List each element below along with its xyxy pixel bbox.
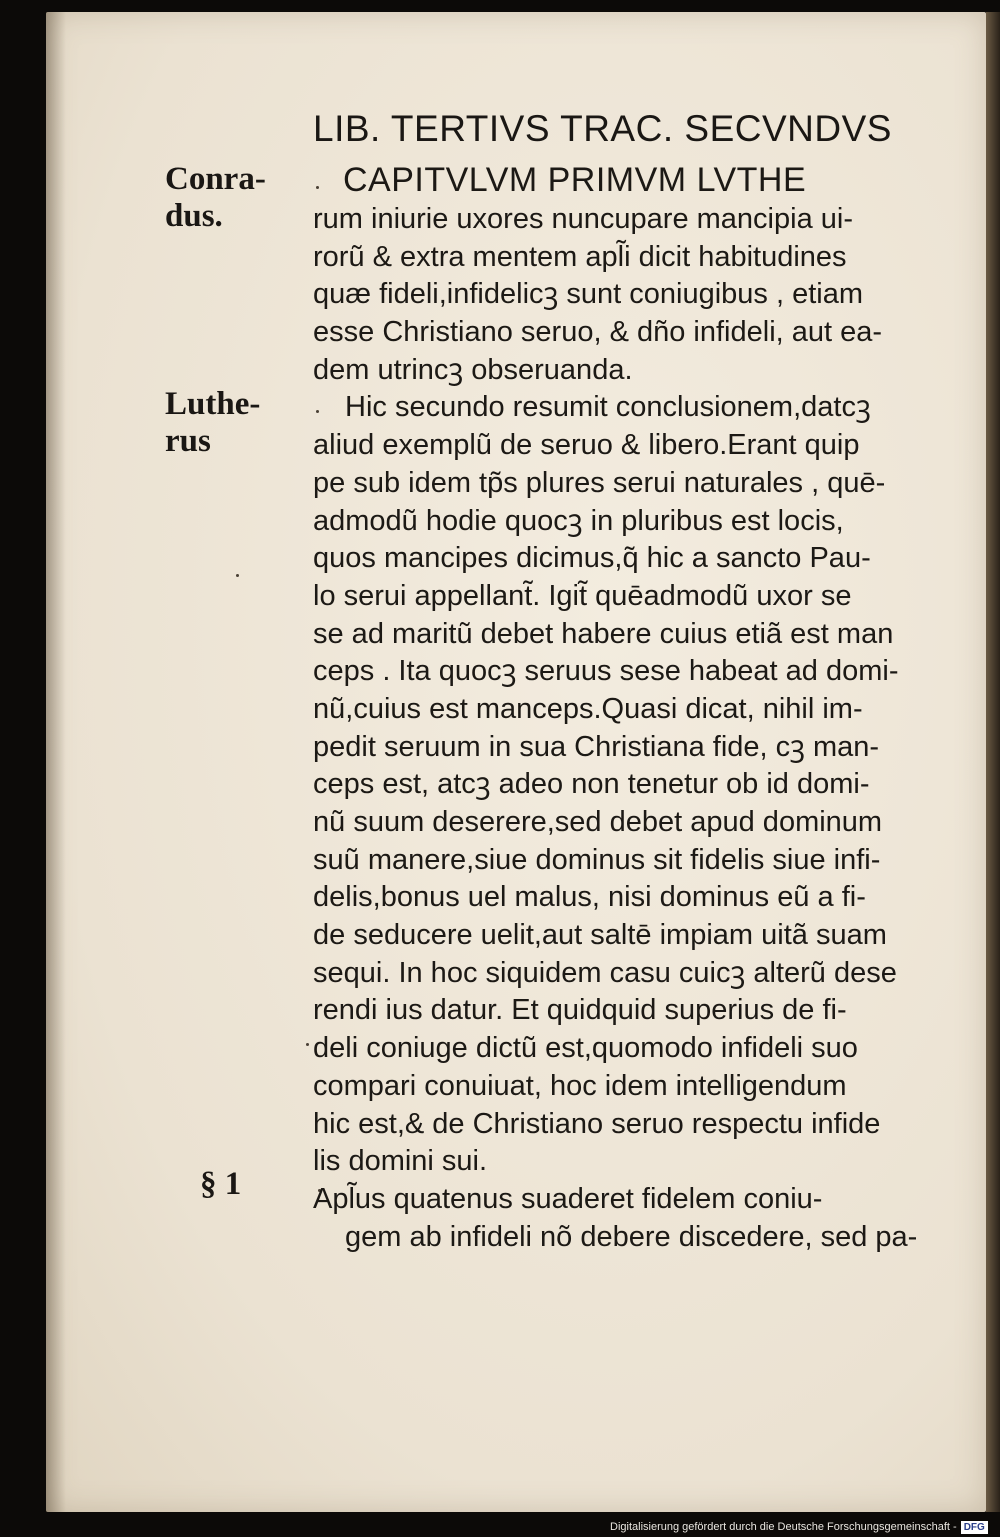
text-line: nũ suum deserere,sed debet apud dominum xyxy=(313,806,883,838)
marginal-section-mark: § 1 xyxy=(200,1166,242,1202)
text-line: rorũ & extra mentem apl̃i dicit habitudines xyxy=(313,240,847,273)
text-line: pedit seruum in sua Christiana fide, cꝫ man- xyxy=(313,730,880,763)
text-line: ceps est, atcꝫ adeo non tenetur ob id domi- xyxy=(313,768,870,801)
page-edge xyxy=(986,12,1000,1512)
text-line: Apl̃us quatenus suaderet fidelem coniu- xyxy=(313,1182,823,1215)
text-line: rendi ius datur. Et quidquid superius de fi- xyxy=(313,994,847,1027)
text-line: pe sub idem tp̃s plures serui naturales , quē- xyxy=(313,466,886,499)
text-line: lo serui appellant̃. Igit̃ quēadmodũ uxor se xyxy=(313,579,852,612)
running-head: LIB. TERTIVS TRAC. SECVNDVS xyxy=(313,108,892,149)
text-line: deli coniuge dictũ est,quomodo infideli suo xyxy=(313,1032,858,1065)
digitization-credit xyxy=(610,1519,988,1535)
body-text xyxy=(313,159,933,1294)
marginal-note-lutherus-2: rus xyxy=(165,423,211,459)
ink-speck xyxy=(306,1043,309,1046)
text-line xyxy=(313,1256,933,1294)
text-line: aliud exemplũ de seruo & libero.Erant quip xyxy=(313,429,860,462)
text-line: gem ab infideli nõ debere discedere, sed pa- xyxy=(345,1220,918,1253)
text-line: admodũ hodie quocꝫ in pluribus est locis, xyxy=(313,504,844,537)
text-line: esse Christiano seruo, & dño infideli, aut ea- xyxy=(313,316,883,349)
gutter-shadow xyxy=(46,12,66,1512)
credit-text: Digitalisierung gefördert durch die Deutsche Forschungsgemeinschaft - xyxy=(610,1521,957,1533)
text-line: suũ manere,siue dominus sit fidelis siue infi- xyxy=(313,843,881,876)
text-line: ceps . Ita quocꝫ seruus sese habeat ad domi- xyxy=(313,655,899,688)
dfg-logo: DFG xyxy=(961,1521,988,1534)
text-line: Hic secundo resumit conclusionem,datcꝫ xyxy=(345,391,871,424)
text-line: quæ fideli,infidelicꝫ sunt coniugibus , etiam xyxy=(313,278,864,311)
text-line: quos mancipes dicimus,q̃ hic a sancto Pau- xyxy=(313,542,871,575)
text-line: de seducere uelit,aut saltē impiam uitã suam xyxy=(313,919,887,952)
text-line: dem utrincꝫ obseruanda. xyxy=(313,353,633,386)
text-line: rum iniurie uxores nuncupare mancipia ui- xyxy=(313,203,853,235)
ink-speck xyxy=(236,574,239,577)
text-line: nũ,cuius est manceps.Quasi dicat, nihil im- xyxy=(313,692,863,725)
marginal-note-conradus-2: dus. xyxy=(165,198,223,234)
text-line: compari conuiuat, hoc idem intelligendum xyxy=(313,1069,847,1102)
text-line: delis,bonus uel malus, nisi dominus eũ a fi- xyxy=(313,881,866,914)
text-line: se ad maritũ debet habere cuius etiã est man xyxy=(313,617,894,650)
text-line: lis domini sui. xyxy=(313,1145,488,1178)
text-line: hic est,& de Christiano seruo respectu infide xyxy=(313,1107,881,1140)
text-line: sequi. In hoc siquidem casu cuicꝫ alterũ dese xyxy=(313,956,897,989)
marginal-note-lutherus-1: Luthe- xyxy=(165,386,261,422)
marginal-note-conradus-1: Conra- xyxy=(165,161,266,197)
chapter-heading: CAPITVLVM PRIMVM LVTHE xyxy=(343,161,807,199)
